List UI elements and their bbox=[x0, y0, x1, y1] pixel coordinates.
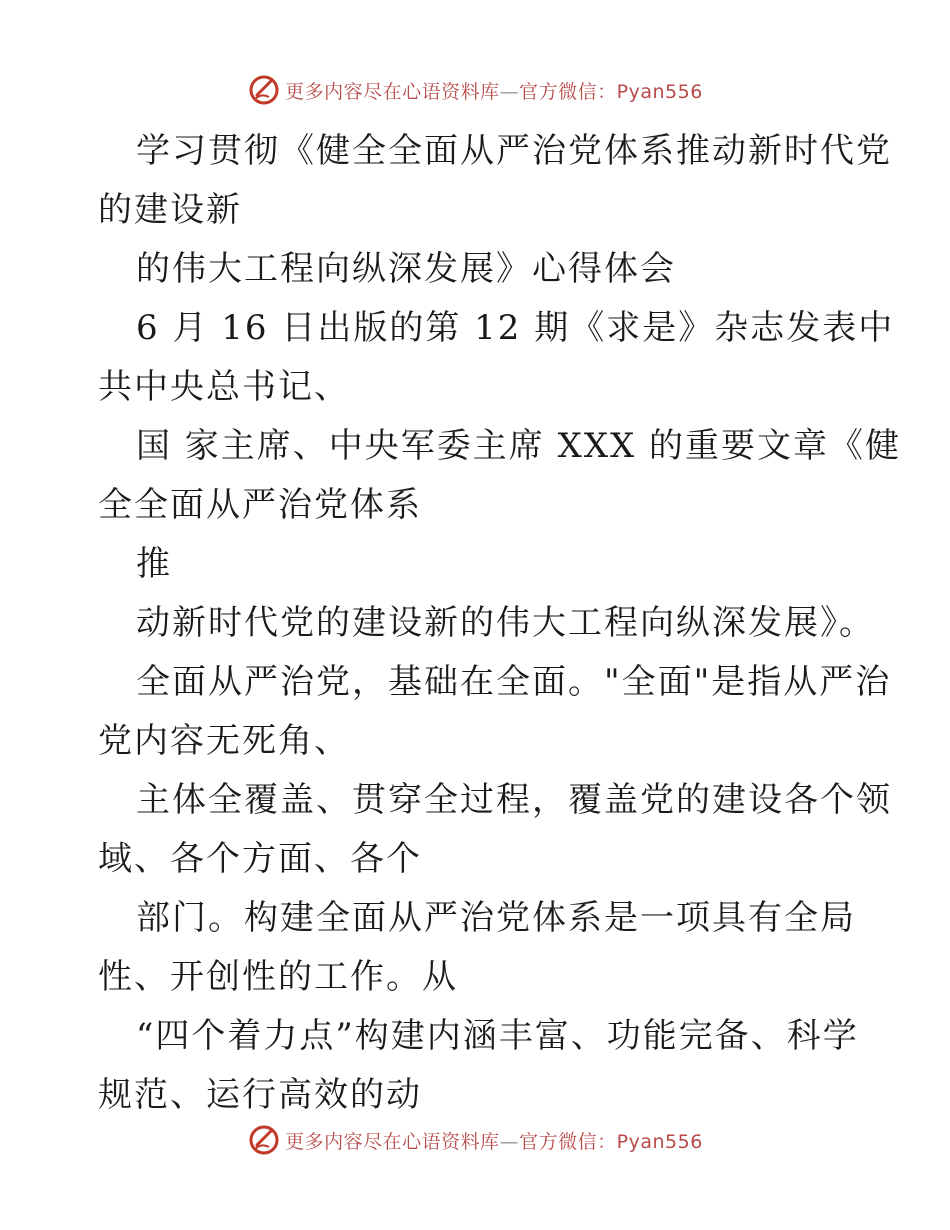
banner-brand: 更多内容尽在心语资料库 bbox=[285, 1130, 500, 1153]
document-body bbox=[98, 122, 902, 1125]
text-line: 国 家主席、中央军委主席 XXX 的重要文章《健 bbox=[136, 426, 902, 466]
header-watermark bbox=[0, 70, 950, 110]
text-line: 学习贯彻《健全全面从严治党体系推动新时代党 bbox=[136, 131, 892, 171]
text-line: 全全面从严治党体系 bbox=[98, 485, 422, 525]
text-line: 全面从严治党，基础在全面。"全面"是指从严治 bbox=[136, 662, 892, 702]
banner-dash: — bbox=[499, 1130, 520, 1153]
text-line: 推 bbox=[136, 544, 172, 584]
banner-wechat: 官方微信：Pyan556 bbox=[519, 80, 703, 103]
text-line: 共中央总书记、 bbox=[98, 367, 350, 407]
text-line: 党内容无死角、 bbox=[98, 721, 350, 761]
text-line: 部门。构建全面从严治党体系是一项具有全局 bbox=[136, 898, 856, 938]
text-line: 域、各个方面、各个 bbox=[98, 839, 422, 879]
footer-watermark bbox=[0, 1120, 950, 1160]
brand-logo-icon bbox=[247, 1123, 281, 1157]
text-line: 的建设新 bbox=[98, 190, 242, 230]
text-line: 规范、运行高效的动 bbox=[98, 1075, 422, 1115]
banner-wechat: 官方微信：Pyan556 bbox=[519, 1130, 703, 1153]
text-line: 性、开创性的工作。从 bbox=[98, 957, 458, 997]
banner-dash: — bbox=[499, 80, 520, 103]
text-line: 6 月 16 日出版的第 12 期《求是》杂志发表中 bbox=[136, 308, 895, 348]
text-line: 主体全覆盖、贯穿全过程，覆盖党的建设各个领 bbox=[136, 780, 892, 820]
text-line: 的伟大工程向纵深发展》心得体会 bbox=[136, 249, 676, 289]
text-line: 动新时代党的建设新的伟大工程向纵深发展》。 bbox=[136, 603, 875, 643]
brand-logo-icon bbox=[247, 73, 281, 107]
text-line: “四个着力点”构建内涵丰富、功能完备、科学 bbox=[136, 1016, 859, 1056]
banner-brand: 更多内容尽在心语资料库 bbox=[285, 80, 500, 103]
